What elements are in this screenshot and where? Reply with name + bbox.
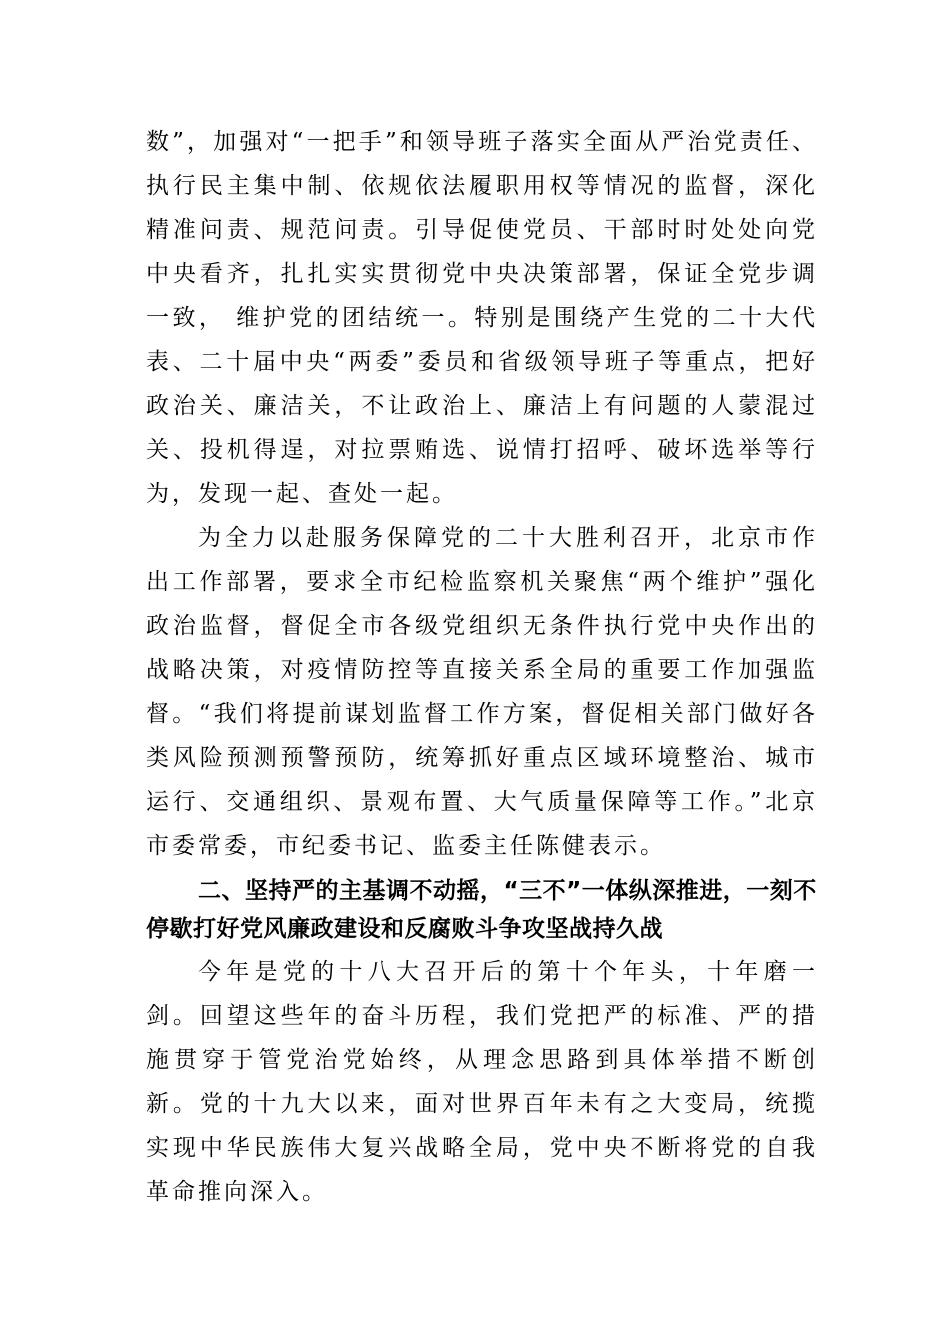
document-body	[146, 120, 818, 1214]
paragraph-ten-years: 今年是党的十八大召开后的第十个年头，十年磨一剑。回望这些年的奋斗历程，我们党把严的标准、严的措施贯穿于管党治党始终，从理念思路到具体举措不断创新。党的十九大以来，面对世界百年未有之大变局，统揽实现中华民族伟大复兴战略全局，党中央不断将党的自我革命推向深入。	[146, 959, 818, 1205]
paragraph-beijing-deployment: 为全力以赴服务保障党的二十大胜利召开，北京市作出工作部署，要求全市纪检监察机关聚焦“两个维护”强化政治监督，督促全市各级党组织无条件执行党中央作出的战略决策，对疫情防控等直接关系全局的重要工作加强监督。“我们将提前谋划监督工作方案，督促相关部门做好各类风险预测预警预防，统筹抓好重点区域环境整治、城市运行、交通组织、景观布置、大气质量保障等工作。”北京市委常委，市纪委书记、监委主任陈健表示。	[146, 525, 818, 859]
section-heading-two: 二、坚持严的主基调不动摇，“三不”一体纵深推进，一刻不停歇打好党风廉政建设和反腐败斗争攻坚战持久战	[146, 878, 817, 942]
paragraph-continuation: 数”，加强对“一把手”和领导班子落实全面从严治党责任、执行民主集中制、依规依法履职用权等情况的监督，深化精准问责、规范问责。引导促使党员、干部时时处处向党中央看齐，扎扎实实贯彻党中央决策部署，保证全党步调一致， 维护党的团结统一。特别是围绕产生党的二十大代表、二十届中央“两委”委员和省级领导班子等重点，把好政治关、廉洁关，不让政治上、廉洁上有问题的人蒙混过关、投机得逞，对拉票贿选、说情打招呼、破坏选举等行为，发现一起、查处一起。	[146, 129, 818, 507]
